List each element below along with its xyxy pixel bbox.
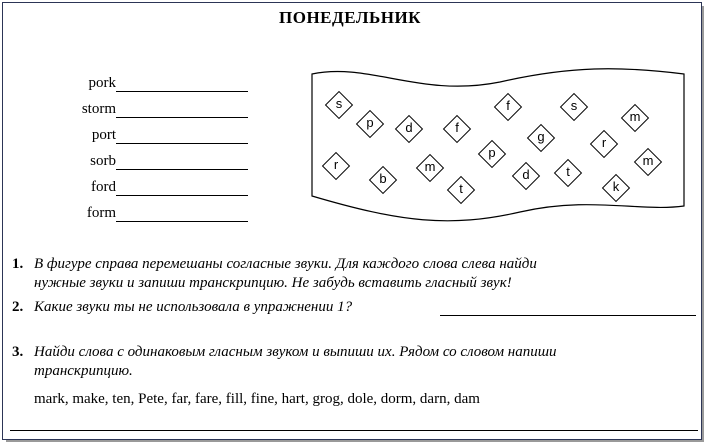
letter: d <box>522 167 530 182</box>
task-text: Найди слова с одинаковым гласным звуком и выпиши их. Рядом со словом напиши <box>34 344 557 360</box>
task-2-answer-line[interactable] <box>440 315 696 316</box>
letter: t <box>459 181 463 196</box>
word-label: storm <box>81 101 116 117</box>
word-label: port <box>91 127 116 143</box>
letter-tile[interactable] <box>528 125 554 151</box>
task-number: 1. <box>12 256 24 272</box>
letter-tile[interactable] <box>479 141 505 167</box>
letter-tile[interactable] <box>555 160 581 186</box>
task-number: 3. <box>12 344 24 360</box>
word-list-line: mark, make, ten, Pete, far, fare, fill, fine, hart, grog, dole, dorm, darn, dam <box>34 391 480 407</box>
letter-tile[interactable] <box>513 163 539 189</box>
letter-tile[interactable] <box>561 94 587 120</box>
letter: k <box>612 179 620 194</box>
letter: b <box>379 171 387 186</box>
letter: p <box>366 115 374 130</box>
page-title: ПОНЕДЕЛЬНИК <box>279 8 421 27</box>
letter: m <box>629 109 641 124</box>
letter-tile[interactable] <box>591 131 617 157</box>
letter-tile[interactable] <box>396 116 422 142</box>
task-1 <box>12 255 702 295</box>
task-number: 2. <box>12 299 24 315</box>
letter: r <box>333 157 339 172</box>
letter-tile[interactable] <box>323 153 349 179</box>
letter: m <box>424 159 436 174</box>
task-text: Какие звуки ты не использовала в упражнении 1? <box>34 299 353 315</box>
word-label: pork <box>88 75 116 91</box>
letter: g <box>537 129 545 144</box>
word-label: ford <box>91 179 116 195</box>
word-label: form <box>86 205 116 221</box>
letter-tile[interactable] <box>370 167 396 193</box>
word-label: sorb <box>90 153 116 169</box>
letter-tile[interactable] <box>622 105 648 131</box>
letter: s <box>570 98 578 113</box>
letter-tile[interactable] <box>603 175 629 201</box>
letter-tile[interactable] <box>326 92 352 118</box>
letter: m <box>642 153 654 168</box>
letter: f <box>506 98 510 113</box>
letter: r <box>601 135 607 150</box>
letter-tile[interactable] <box>495 94 521 120</box>
task-text: транскрипцию. <box>34 363 133 379</box>
task-3 <box>12 343 702 383</box>
bottom-answer-line[interactable] <box>10 430 698 431</box>
letter-tile[interactable] <box>417 155 443 181</box>
letter: t <box>566 164 570 179</box>
task-text: В фигуре справа перемешаны согласные звуки. Для каждого слова слева найди <box>34 256 537 272</box>
letter-tile[interactable] <box>448 177 474 203</box>
letter: s <box>335 96 343 111</box>
task-text: нужные звуки и запиши транскрипцию. Не забудь вставить гласный звук! <box>34 275 512 291</box>
letter: d <box>405 120 413 135</box>
letter: p <box>488 145 496 160</box>
letter-tile[interactable] <box>357 111 383 137</box>
letter-tile[interactable] <box>635 149 661 175</box>
letter: f <box>455 120 459 135</box>
letter-tile[interactable] <box>444 116 470 142</box>
